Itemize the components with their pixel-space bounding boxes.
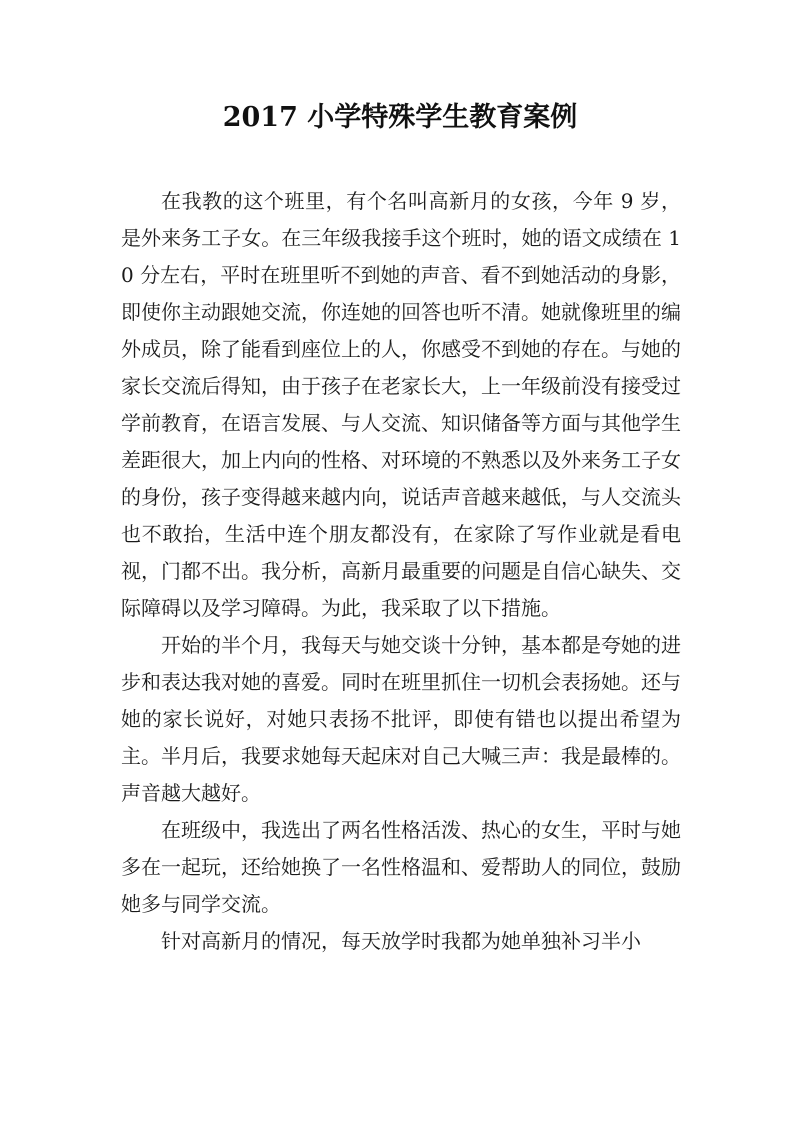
paragraph-2: 开始的半个月，我每天与她交谈十分钟，基本都是夸她的进步和表达我对她的喜爱。同时在班里抓住一切机会表扬她。还与她的家长说好，对她只表扬不批评，即使有错也以提出希望为主。半月后，我要求她每天起床对自己大喊三声：我是最棒的。声音越大越好。 xyxy=(121,633,681,805)
paragraph-1: 在我教的这个班里，有个名叫高新月的女孩，今年 9 岁，是外来务工子女。在三年级我接手这个班时，她的语文成绩在 10 分左右，平时在班里听不到她的声音、看不到她活动的身影，即使你主动跟她交流，你连她的回答也听不清。她就像班里的编外成员，除了能看到座位上的人，你感受不到她的存在。与她的家长交流后得知，由于孩子在老家长大，上一年级前没有接受过学前教育，在语言发展、与人交流、知识储备等方面与其他学生差距很大，加上内向的性格、对环境的不熟悉以及外来务工子女的身份，孩子变得越来越内向，说话声音越来越低，与人交流头也不敢抬，生活中连个朋友都没有，在家除了写作业就是看电视，门都不出。我分析，高新月最重要的问题是自信心缺失、交际障碍以及学习障碍。为此，我采取了以下措施。 xyxy=(121,189,681,620)
paragraph-4: 针对高新月的情况，每天放学时我都为她单独补习半小 xyxy=(161,929,641,953)
document-body xyxy=(121,183,681,960)
document-title: 2017 小学特殊学生教育案例 xyxy=(222,102,578,133)
paragraph-3: 在班级中，我选出了两名性格活泼、热心的女生，平时与她多在一起玩，还给她换了一名性格温和、爱帮助人的同位，鼓励她多与同学交流。 xyxy=(121,818,681,916)
